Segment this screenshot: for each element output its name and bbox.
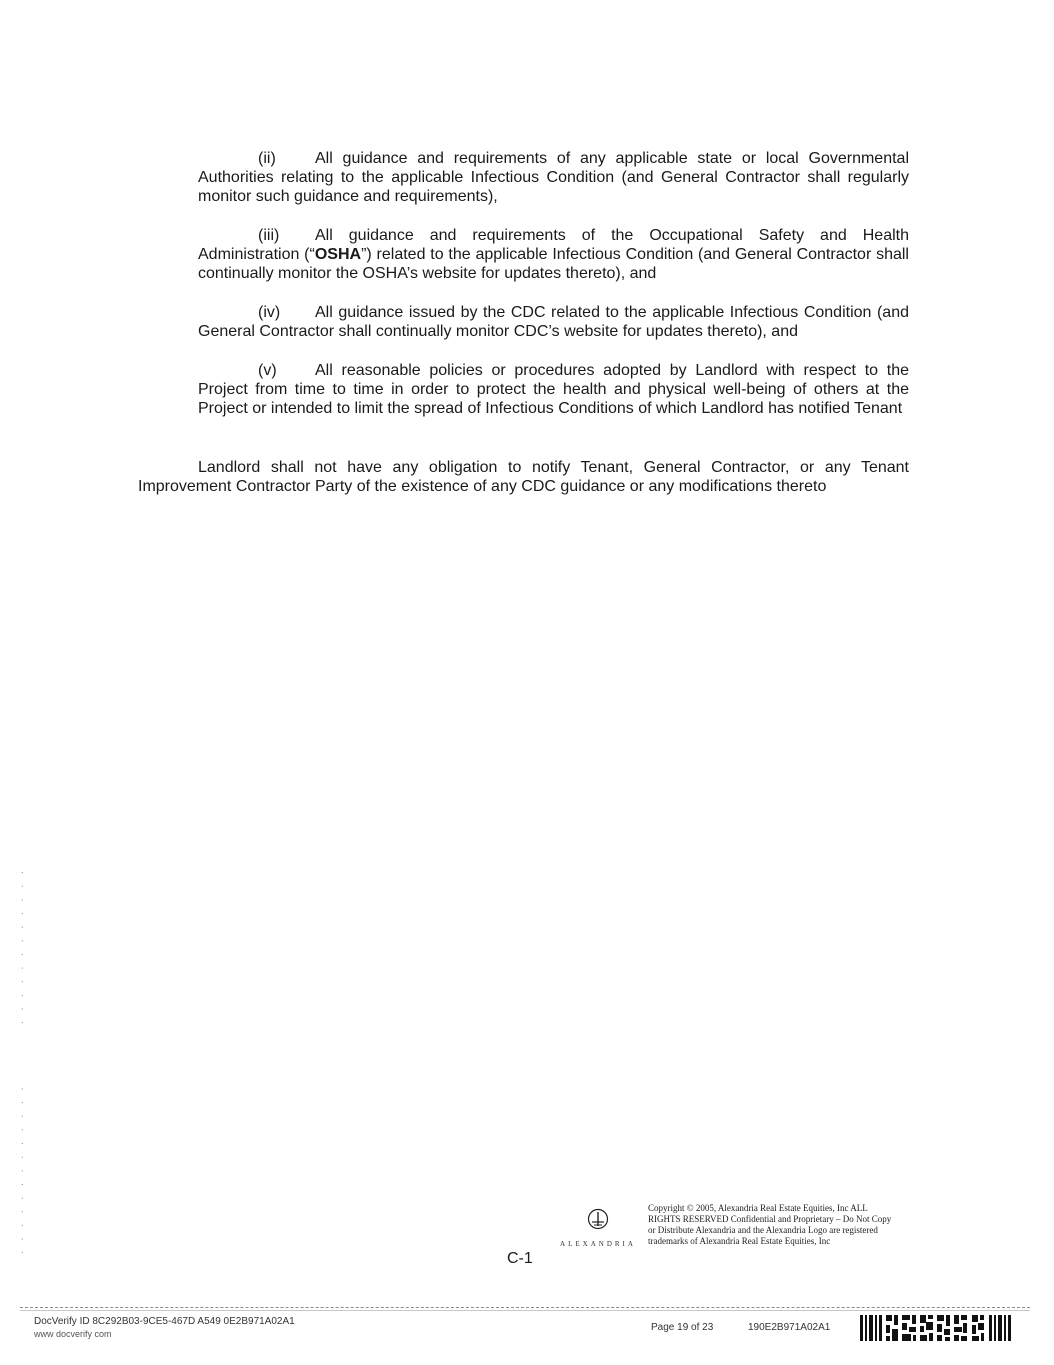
clause-number: (iii) [258, 227, 280, 244]
page-code: 190E2B971A02A1 [748, 1322, 831, 1333]
clause-number: (v) [258, 362, 277, 379]
alexandria-logo [556, 1208, 640, 1251]
closing-text: Landlord shall not have any obligation to notify Tenant, General Contractor, or any Tenant Improvement Contractor Party of the existence of any CDC guidance or any modifications thereto [138, 459, 909, 495]
scan-side-marks-upper: · · · · · · · · · · · · [18, 868, 27, 1025]
clause-iv [198, 303, 909, 341]
barcode-image [860, 1313, 1020, 1343]
page-counter: Page 19 of 23 [651, 1322, 714, 1333]
closing-paragraph [138, 458, 909, 496]
docverify-id: DocVerify ID 8C292B03-9CE5-467D A549 0E2B971A02A1 [34, 1316, 295, 1327]
footer-divider [20, 1307, 1030, 1308]
clause-text-after: ”) related to the applicable Infectious Condition (and General Contractor shall continually monitor the OSHA’s website for updates thereto), and [198, 246, 909, 282]
clause-text: All reasonable policies or procedures adopted by Landlord with respect to the Project from time to time in order to protect the health and physical well-being of others at the Project or intended to limit the spread of Infectious Conditions of which Landlord has notified Tenant [198, 362, 909, 417]
clause-iii [198, 226, 909, 283]
alexandria-logo-icon [587, 1208, 609, 1230]
clause-text: All guidance issued by the CDC related to the applicable Infectious Condition (and General Contractor shall continually monitor CDC’s website for updates thereto), and [198, 304, 909, 340]
clause-ii [198, 149, 909, 206]
clause-text: All guidance and requirements of any applicable state or local Governmental Authorities relating to the applicable Infectious Condition (and General Contractor shall regularly monitor such guidance and requirements), [198, 150, 909, 205]
scan-side-marks-lower: · · · · · · · · · · · · · [18, 1084, 27, 1255]
clause-number: (ii) [258, 150, 276, 167]
clause-text-before: All guidance and requirements of the Occupational Safety and Health Administration (“ [198, 227, 909, 263]
alexandria-wordmark: ALEXANDRIA [560, 1240, 636, 1248]
docverify-url[interactable]: www docverify com [34, 1329, 112, 1339]
clause-v [198, 361, 909, 418]
page-label: C-1 [507, 1250, 533, 1267]
footer-divider-secondary [20, 1310, 1030, 1311]
clause-number: (iv) [258, 304, 281, 321]
defined-term-osha: OSHA [314, 246, 362, 263]
copyright-notice: Copyright © 2005, Alexandria Real Estate Equities, Inc ALL RIGHTS RESERVED Confidential and Proprietary – Do Not Copy or Distribute Alexandria and the Alexandria Logo are registered trademarks of Alexandria Real Estate Equities, Inc [648, 1203, 892, 1246]
